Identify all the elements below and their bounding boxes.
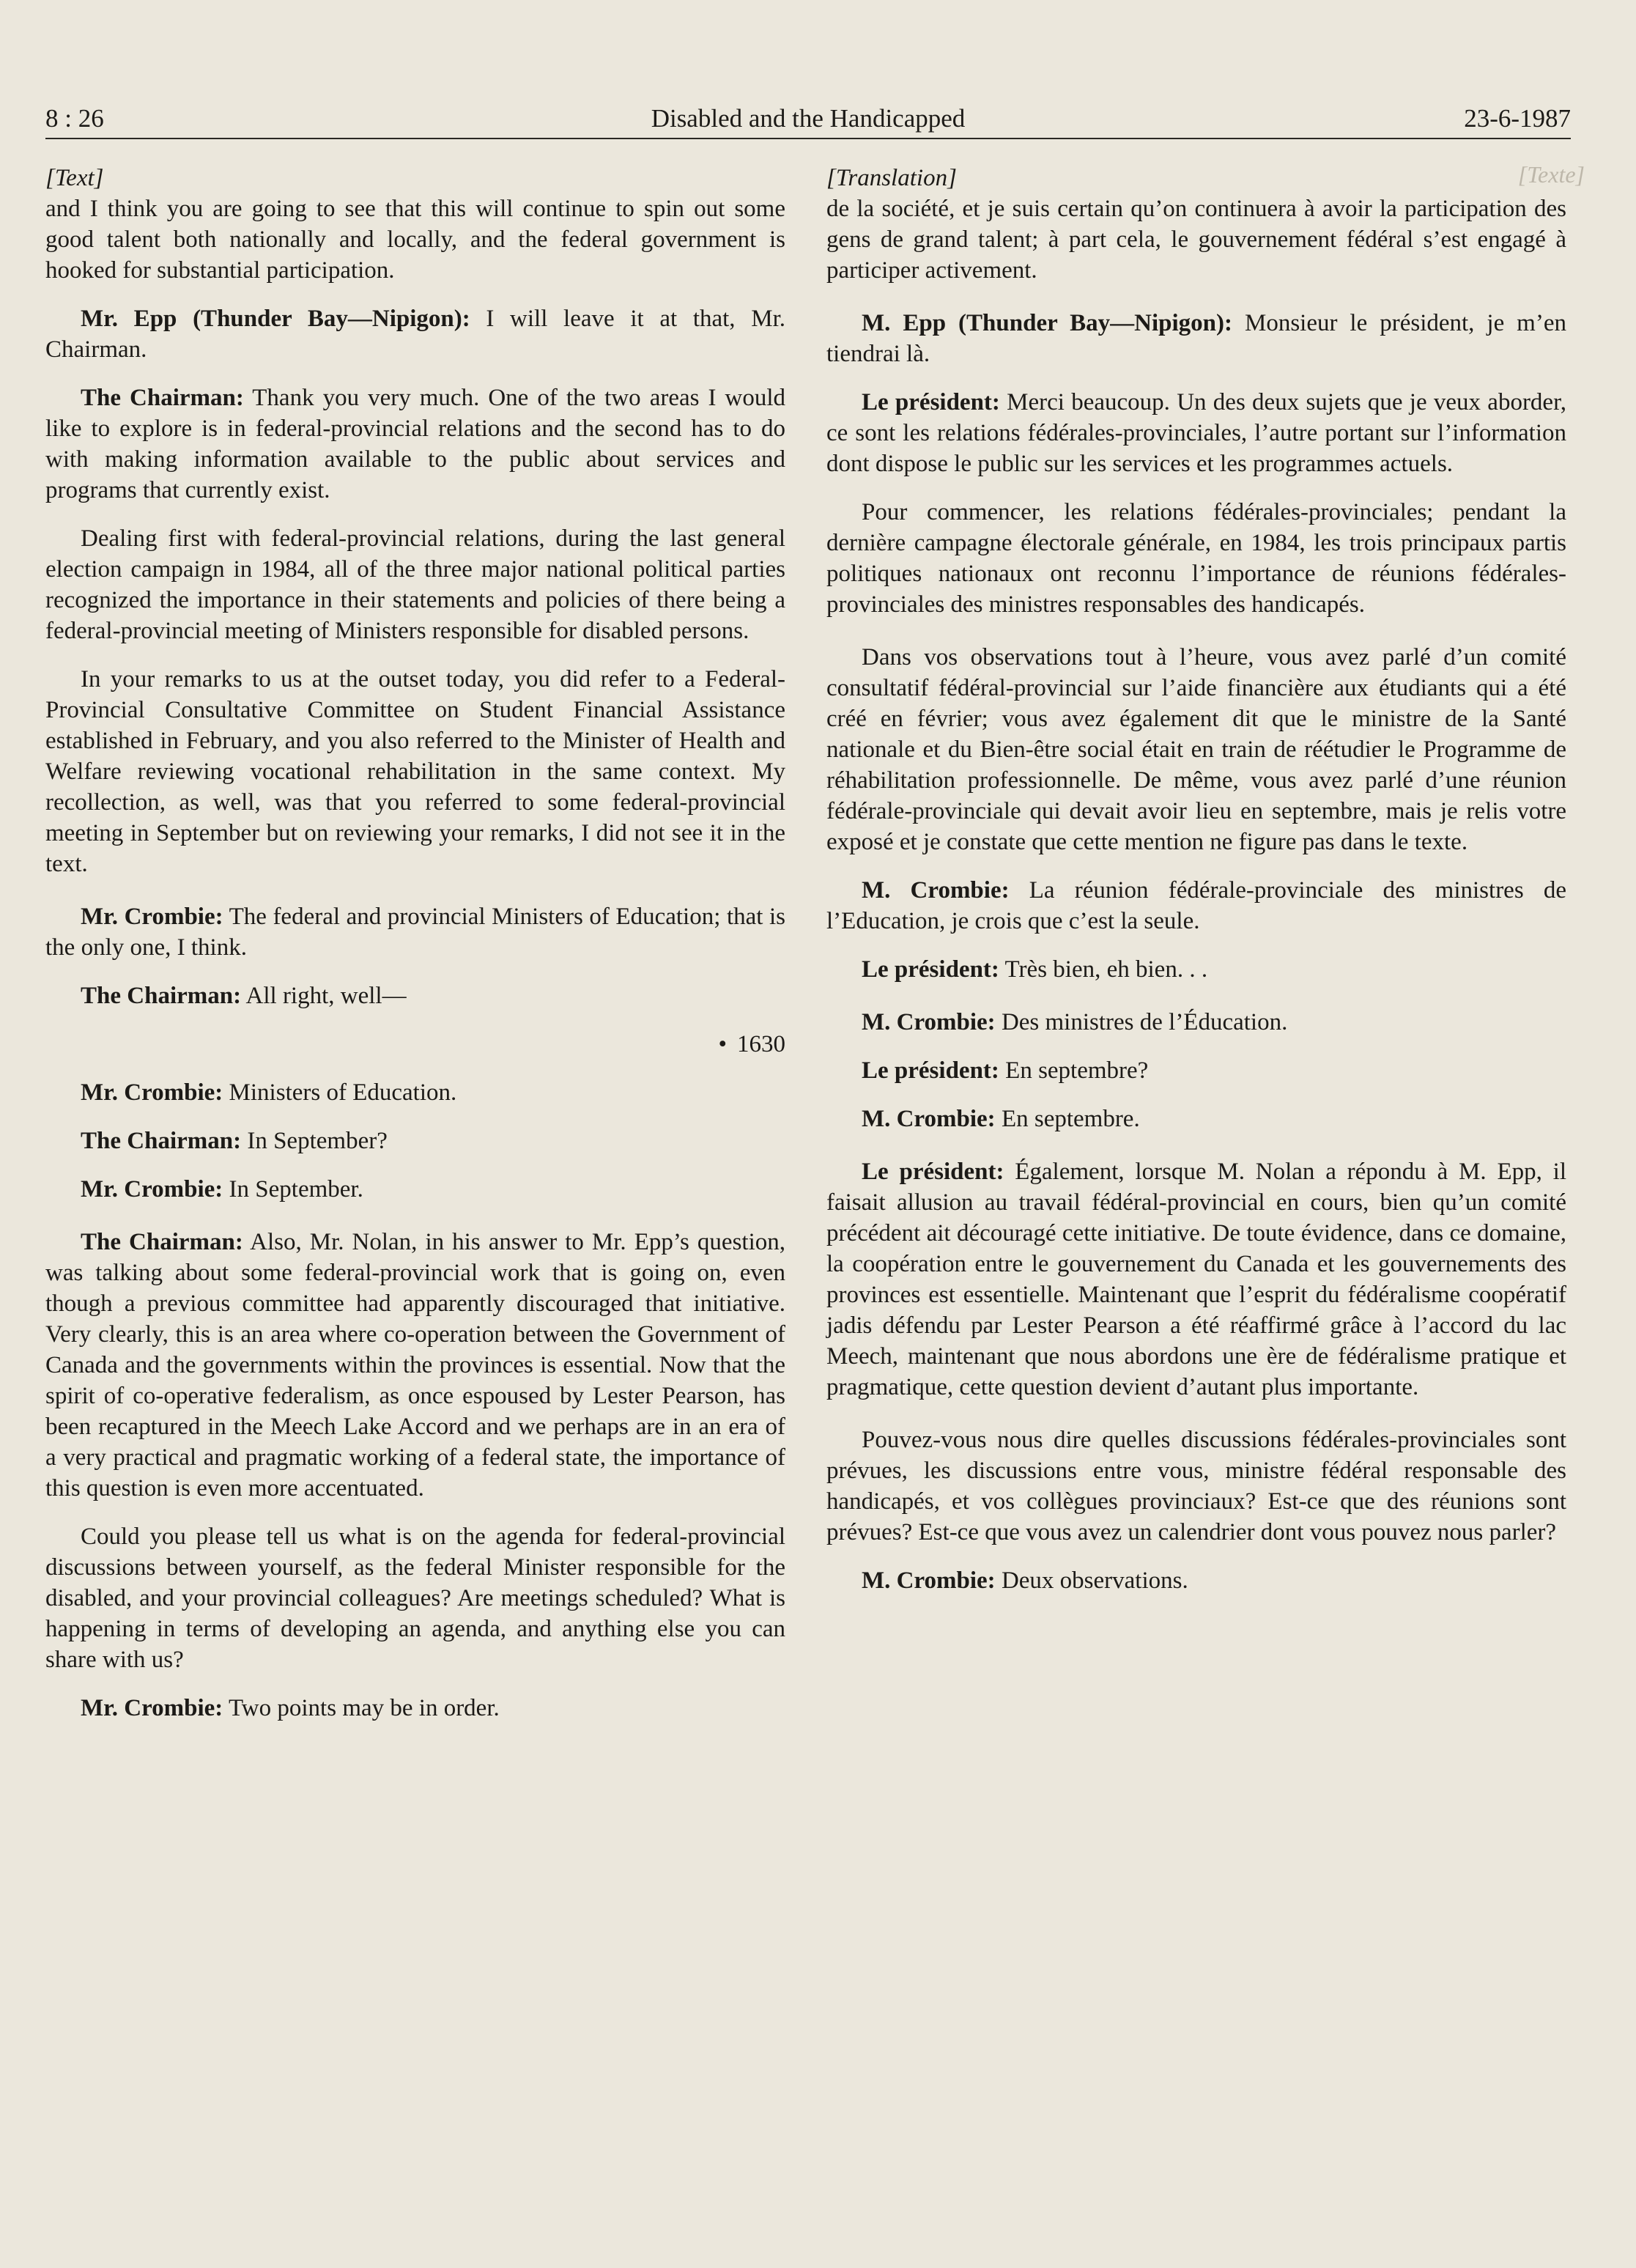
speech-text: La réunion fédérale-provinciale des ministres de l’Education, je crois que c’est la seule. [826,877,1566,934]
speech-text: Ministers of Education. [223,1079,457,1106]
speaker-name: The Chairman: [81,1229,243,1255]
speech-text: Également, lorsque M. Nolan a répondu à M. Epp, il faisait allusion au travail fédéral-provincial en cours, bien qu’un comité précédent ait découragé cette initiative. De toute évidence, dans ce domaine, la coopération entre le gouvernement du Canada et les gouvernements des provinces est essentielle. Maintenant que l’esprit du fédéralisme coopératif jadis défendu par Lester Pearson a été réaffirmé grâce à l’accord du lac Meech, maintenant que nous abordons une ère de fédéralisme pratique et pragmatique, cette question devient d’autant plus importante. [826,1159,1566,1400]
speaker-name: The Chairman: [81,1128,242,1154]
speaker-name: Mr. Crombie: [81,1695,223,1721]
speech-text: All right, well— [241,983,407,1009]
speech-paragraph [45,1077,785,1108]
speech-paragraph [826,387,1566,479]
speech-paragraph [45,1174,785,1205]
speaker-name: Le président: [862,389,1000,415]
speaker-name: M. Epp (Thunder Bay—Nipigon): [862,310,1232,336]
speaker-name: The Chairman: [81,983,242,1009]
english-column [45,163,785,1741]
paragraph: Could you please tell us what is on the agenda for federal-provincial discussions between yourself, as the federal Minister responsible for the disabled, and your provincial colleagues? Are meetings scheduled? What is happening in terms of developing an agenda, and anything else you can share with us? [45,1523,785,1673]
language-tag: [Translation] [826,165,957,191]
show-through-text: [Texte] [1517,161,1585,188]
speaker-name: Le président: [862,1159,1004,1185]
french-column [826,163,1566,1614]
speech-paragraph [826,1156,1566,1403]
speaker-name: M. Crombie: [862,877,1010,904]
speech-text: En septembre? [999,1057,1149,1084]
paragraph: Dans vos observations tout à l’heure, vous avez parlé d’un comité consultatif fédéral-provincial sur l’aide financière aux étudiants qui a été créé en février; vous avez également dit que le ministre de la Santé nationale et du Bien-être social était en train de réétudier le Programme de réhabilitation professionnelle. De même, vous avez parlé d’une réunion fédérale-provinciale qui devait avoir lieu en septembre, mais je relis votre exposé et je constate que cette mention ne figure pas dans le texte. [826,644,1566,855]
speech-text: Deux observations. [995,1567,1188,1594]
speech-text: Très bien, eh bien. . . [999,956,1208,983]
speaker-name: Mr. Crombie: [81,904,223,930]
speaker-name: M. Crombie: [862,1567,996,1594]
speech-paragraph [826,954,1566,985]
speech-paragraph [826,1565,1566,1596]
speech-paragraph [45,303,785,365]
speech-text: Thank you very much. One of the two areas I would like to explore is in federal-provincial relations and the second has to do with making information available to the public about services and programs that currently exist. [45,385,785,503]
speech-paragraph [826,1007,1566,1038]
speech-paragraph [826,1055,1566,1086]
speech-text: En septembre. [995,1106,1140,1132]
page-header [45,97,1571,139]
speech-paragraph [45,980,785,1011]
speech-text: Two points may be in order. [223,1695,500,1721]
paragraph: In your remarks to us at the outset today, you did refer to a Federal-Provincial Consultative Committee on Student Financial Assistance established in February, and you also referred to the Minister of Health and Welfare reviewing vocational rehabilitation in the same context. My recollection, as well, was that you referred to some federal-provincial meeting in September but on reviewing your remarks, I did not see it in the text. [45,666,785,877]
paragraph: Dealing first with federal-provincial relations, during the last general election campaign in 1984, all of the three major national political parties recognized the importance in their statements and policies of there being a federal-provincial meeting of Ministers responsible for disabled persons. [45,525,785,644]
speaker-name: Le président: [862,1057,999,1084]
speech-text: Monsieur le président, je m’en tiendrai là. [826,310,1566,367]
page-date: 23-6-1987 [1464,104,1571,133]
speaker-name: Mr. Crombie: [81,1176,223,1203]
speech-text: Des ministres de l’Éducation. [995,1009,1288,1035]
speech-text: The federal and provincial Ministers of Education; that is the only one, I think. [45,904,785,961]
speaker-name: Mr. Epp (Thunder Bay—Nipigon): [81,306,470,332]
speech-paragraph [45,1693,785,1724]
page-title: Disabled and the Handicapped [651,104,966,133]
speech-text: In September? [241,1128,388,1154]
speech-paragraph [826,1104,1566,1134]
speech-paragraph [45,1227,785,1504]
speech-text: I will leave it at that, Mr. Chairman. [45,306,785,363]
speech-paragraph [45,1126,785,1156]
time-stamp: 1630 [737,1031,785,1057]
speech-text: Also, Mr. Nolan, in his answer to Mr. Epp’s question, was talking about some federal-provincial work that is going on, even though a previous committee had apparently discouraged that initiative. Very clearly, this is an area where co-operation between the Government of Canada and the governments within the provinces is essential. Now that the spirit of co-operative federalism, as once espoused by Lester Pearson, has been recaptured in the Meech Lake Accord and we perhaps are in an era of a very practical and pragmatic working of a federal state, the importance of this question is even more accentuated. [45,1229,785,1501]
time-marker [45,1029,785,1060]
speech-paragraph [826,875,1566,937]
language-tag: [Text] [45,165,104,191]
speech-paragraph [826,308,1566,369]
paragraph: Pour commencer, les relations fédérales-provinciales; pendant la dernière campagne électorale générale, en 1984, les trois principaux partis politiques nationaux ont reconnu l’importance de réunions fédérales-provinciales des ministres responsables des handicapés. [826,499,1566,618]
speech-text: In September. [223,1176,363,1203]
speech-paragraph [45,901,785,963]
speech-paragraph [45,383,785,506]
bullet-icon: • [718,1031,727,1057]
speaker-name: Le président: [862,956,999,983]
paragraph: Pouvez-vous nous dire quelles discussions fédérales-provinciales sont prévues, les discussions entre vous, ministre fédéral responsable des handicapés, et vos collègues provinciaux? Est-ce que des réunions sont prévues? Est-ce que vous avez un calendrier dont vous pouvez nous parler? [826,1427,1566,1545]
speaker-name: M. Crombie: [862,1106,996,1132]
paragraph: de la société, et je suis certain qu’on continuera à avoir la participation des gens de grand talent; à part cela, le gouvernement fédéral s’est engagé à participer activement. [826,196,1566,284]
paragraph: and I think you are going to see that this will continue to spin out some good talent both nationally and locally, and the federal government is hooked for substantial participation. [45,196,785,284]
page-number: 8 : 26 [45,104,104,133]
speaker-name: M. Crombie: [862,1009,996,1035]
speaker-name: Mr. Crombie: [81,1079,223,1106]
speech-text: Merci beaucoup. Un des deux sujets que je veux aborder, ce sont les relations fédérales-provinciales, l’autre portant sur l’information dont dispose le public sur les services et les programmes actuels. [826,389,1566,477]
speaker-name: The Chairman: [81,385,244,411]
